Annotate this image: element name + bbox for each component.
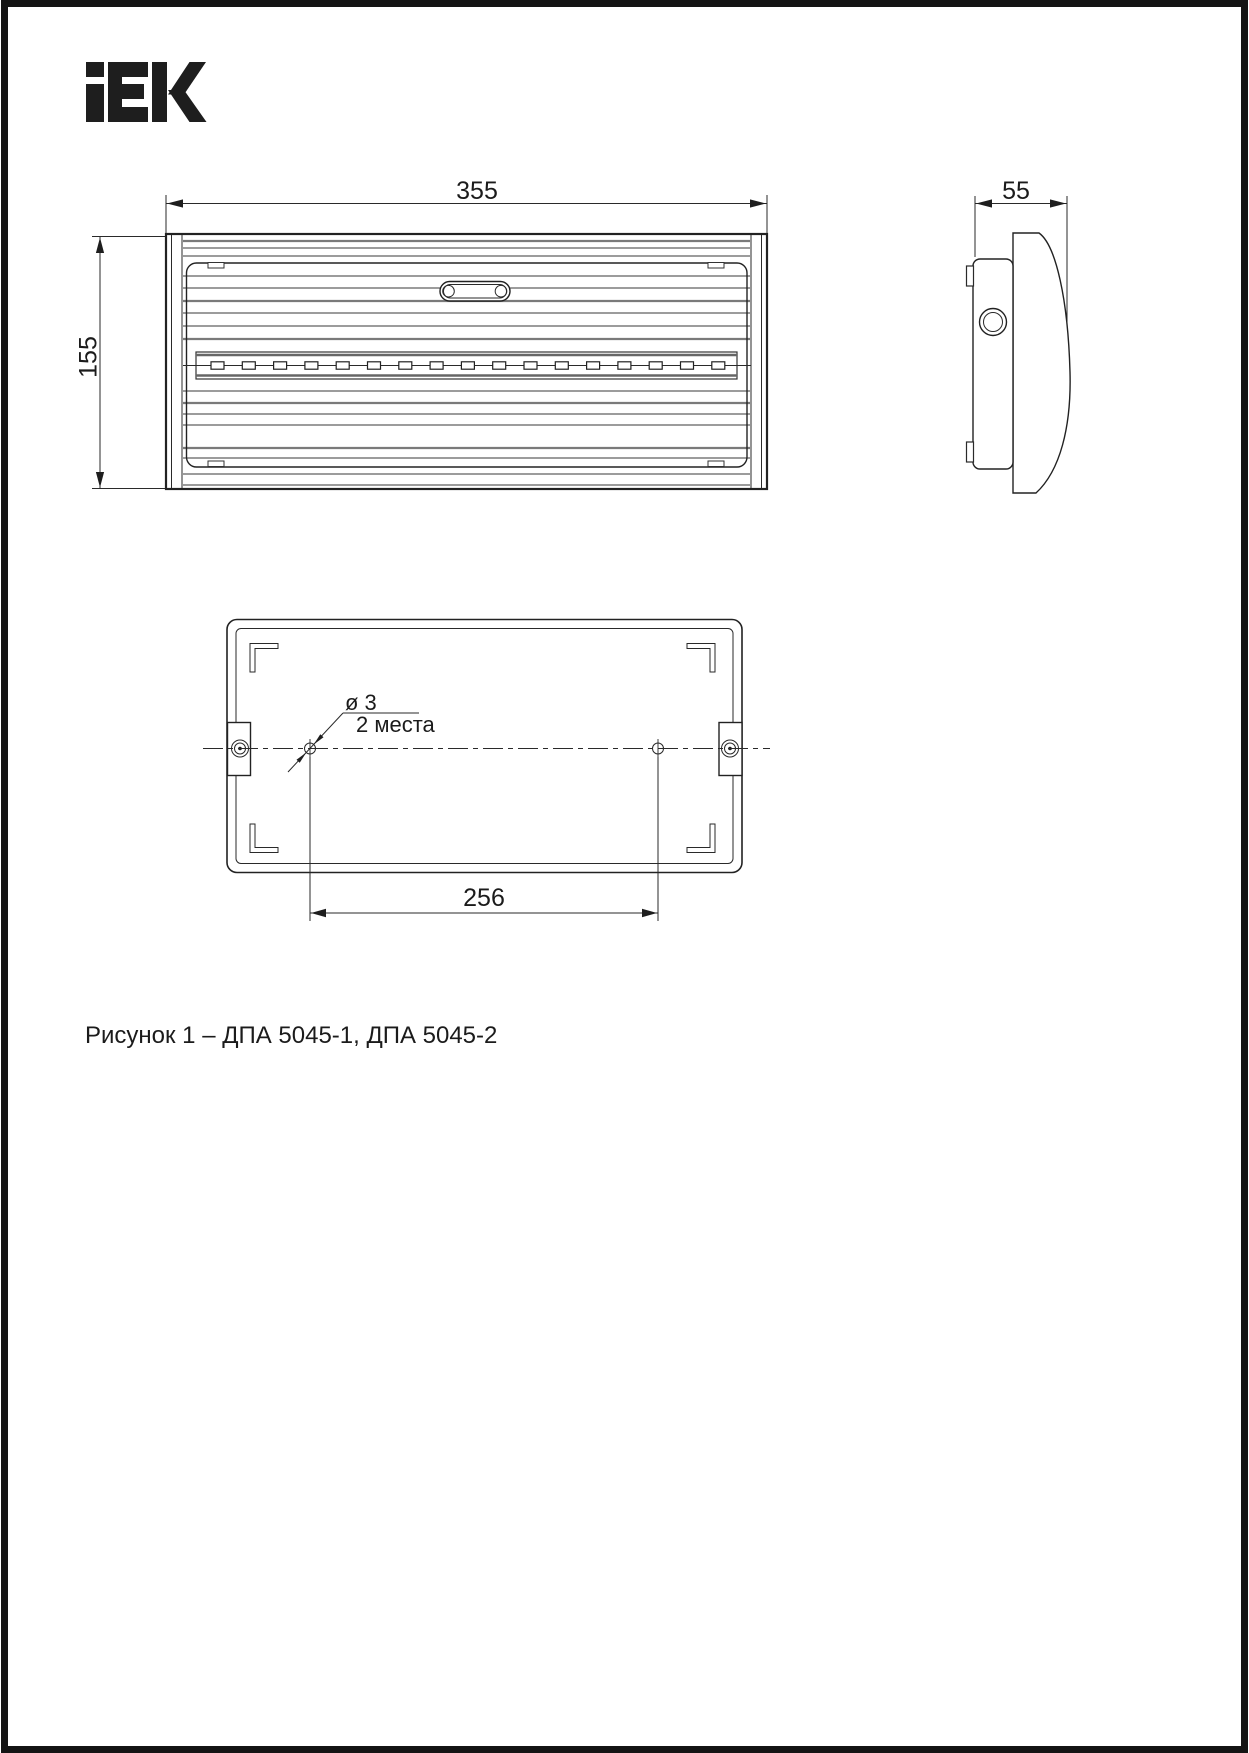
hole-places-label: 2 места xyxy=(356,712,435,737)
side-visor xyxy=(1013,233,1070,493)
dim-height-155 xyxy=(75,237,166,489)
dim-width-label: 355 xyxy=(456,177,498,205)
figure-caption: Рисунок 1 – ДПА 5045-1, ДПА 5045-2 xyxy=(85,1022,498,1049)
indicator-window xyxy=(440,282,510,302)
dim-hole-spacing-label: 256 xyxy=(463,884,505,912)
led-strip xyxy=(183,352,751,379)
front-view xyxy=(75,177,768,489)
back-view xyxy=(203,620,770,922)
mounting-tab-top xyxy=(967,266,974,286)
iek-logo xyxy=(86,62,207,122)
back-plate-outline xyxy=(227,620,742,873)
side-back-plate xyxy=(973,259,1013,469)
mounting-tab-bottom xyxy=(967,442,974,462)
dim-depth-label: 55 xyxy=(1002,177,1030,205)
dim-width-355 xyxy=(166,177,767,233)
side-view xyxy=(967,177,1071,493)
dim-height-label: 155 xyxy=(74,336,103,378)
hole-diameter-label: ø 3 xyxy=(345,690,377,715)
